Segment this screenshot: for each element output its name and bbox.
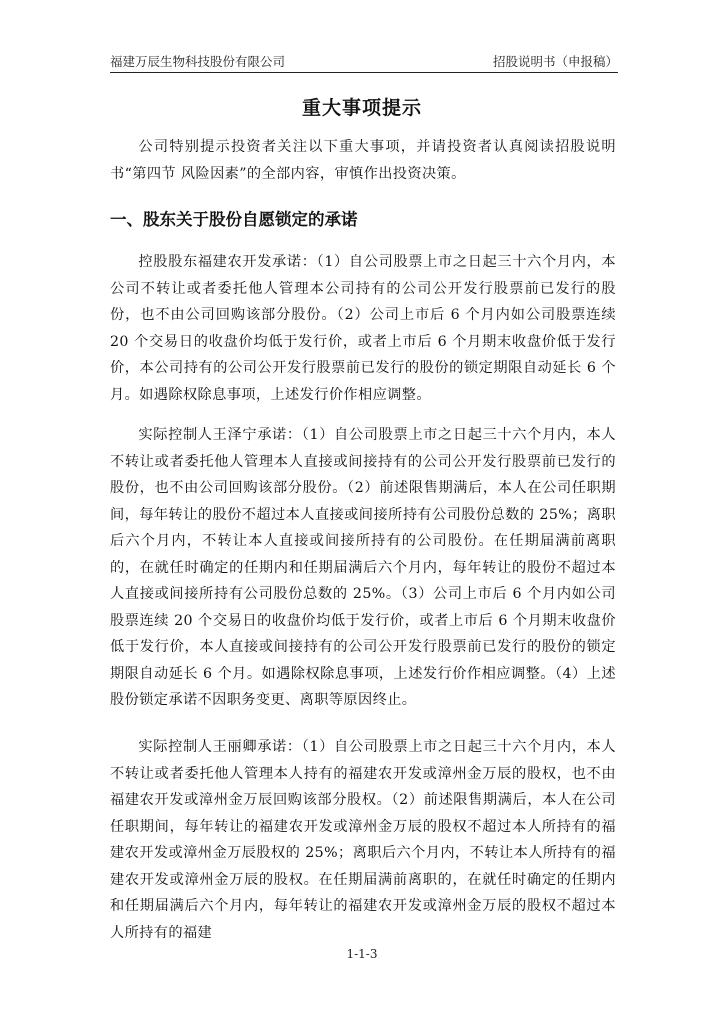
header-document-type: 招股说明书（申报稿） [492,54,618,69]
section-heading: 一、股东关于股份自愿锁定的承诺 [110,210,358,229]
page-title: 重大事项提示 [301,97,422,119]
header-company-name: 福建万辰生物科技股份有限公司 [110,54,286,69]
page-number: 1-1-3 [346,947,378,961]
paragraph-controller-wang-zening: 实际控制人王泽宁承诺：（1）自公司股票上市之日起三十六个月内，本人不转让或者委托他人管理本人直接或间接持有的公司公开发行股票前已发行的股份，也不由公司回购该部分股份。（2）前述限售期满后，本人在公司任职期间，每年转让的股份不超过本人直接或间接所持有公司股份总数的 25%；离职后六个月内，不转让本人直接或间接所持有的公司股份。在任期届满前离职的，在就任时确定的任期内和任期届满后六个月内，每年转让的股份不超过本人直接或间接所持有公司股份总数的 25%。（3）公司上市后 6 个月内如公司股票连续 20 个交易日的收盘价均低于发行价，或者上市后 6 个月期末收盘价低于发行价，本人直接或间接持有的公司公开发行股票前已发行的股份的锁定期限自动延长 6 个月。如遇除权除息事项，上述发行价作相应调整。（4）上述股份锁定承诺不因职务变更、离职等原因终止。 [110,427,616,708]
paragraph-controller-wang-liqing: 实际控制人王丽卿承诺：（1）自公司股票上市之日起三十六个月内，本人不转让或者委托他人管理本人持有的福建农开发或漳州金万辰的股权，也不由福建农开发或漳州金万辰回购该部分股权。（2）前述限售期满后，本人在公司任职期间，每年转让的福建农开发或漳州金万辰的股权不超过本人所持有的福建农开发或漳州金万辰股权的 25%；离职后六个月内，不转让本人所持有的福建农开发或漳州金万辰的股权。在任期届满前离职的，在就任时确定的任期内和任期届满后六个月内，每年转让的福建农开发或漳州金万辰的股权不超过本人所持有的福建 [110,739,616,941]
intro-paragraph: 公司特别提示投资者关注以下重大事项，并请投资者认真阅读招股说明书“第四节 风险因素”的全部内容，审慎作出投资决策。 [110,139,616,182]
paragraph-controlling-shareholder: 控股股东福建农开发承诺：（1）自公司股票上市之日起三十六个月内，本公司不转让或者委托他人管理本公司持有的公司公开发行股票前已发行的股份，也不由公司回购该部分股份。（2）公司上市后 6 个月内如公司股票连续 20 个交易日的收盘价均低于发行价，或者上市后 6 个月期末收盘价低于发行价，本公司持有的公司公开发行股票前已发行的股份的锁定期限自动延长 6 个月。如遇除权除息事项，上述发行价作相应调整。 [110,254,616,403]
page-header [110,50,618,73]
